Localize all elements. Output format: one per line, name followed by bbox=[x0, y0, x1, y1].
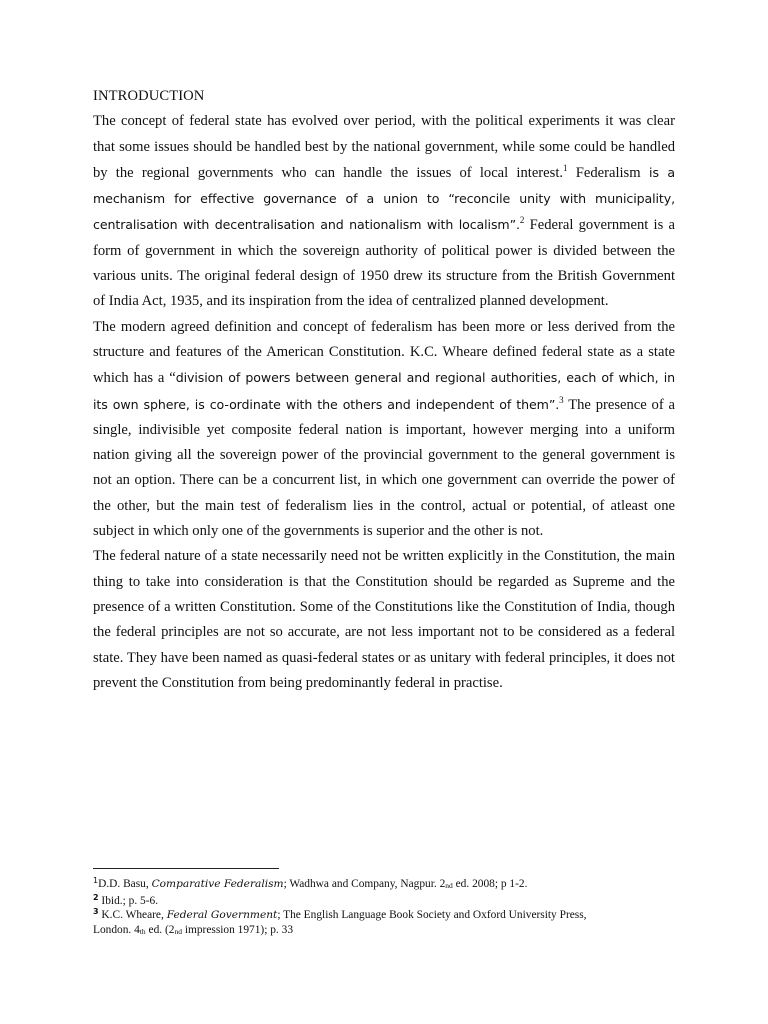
footnote-ref-1[interactable]: 1 bbox=[563, 162, 568, 173]
footnote-1-rest-b: ed. 2008; p 1-2. bbox=[452, 878, 528, 890]
footnote-3-ordinal-2: nd bbox=[174, 926, 182, 936]
paragraph-1-text-a: The concept of federal state has evolved over period, with the political experiments it was clear that some issues should be handled best by the national government, while some could be handled by the regional governments who can handle the issues of local interest. bbox=[93, 113, 675, 181]
paragraph-2-text-c: The presence of a single, indivisible yet composite federal nation is important, however merging into a uniform nation giving all the sovereign power of the provincial government to the general government is not an option. There can be a concurrent list, in which one government can override the power of the other, but the main test of federalism lies in the control, actual or potential, of atleast one subject in which only one of the governments is superior and the other is not. bbox=[93, 396, 675, 540]
footnote-3-rest-c: impression 1971); p. 33 bbox=[181, 923, 294, 936]
footnote-3-rest-b: ed. (2 bbox=[145, 923, 175, 936]
body-text bbox=[93, 84, 675, 696]
footnote-ref-3[interactable]: 3 bbox=[559, 394, 564, 405]
paragraph-1-text-d: Federal government is a form of government in which the sovereign authority of political power is divided between the various units. The original federal design of 1950 drew its structure from the British Government of India Act, 1935, and its inspiration from the idea of centralized planned development. bbox=[93, 217, 675, 310]
footnote-ref-2[interactable]: 2 bbox=[519, 215, 525, 226]
footnote-2-text: Ibid.; p. 5-6. bbox=[98, 894, 159, 907]
footnote-3-mark: 3 bbox=[93, 907, 99, 916]
footnote-3-title: Federal Government bbox=[166, 909, 278, 921]
footnote-1-title: Comparative Federalism bbox=[151, 878, 284, 890]
footnotes bbox=[93, 868, 613, 939]
footnote-2 bbox=[93, 894, 613, 909]
paragraph-1-text-b: Federalism bbox=[567, 164, 641, 181]
paragraph-3: The federal nature of a state necessarily need not be written explicitly in the Constitution, the main thing to take into consideration is that the Constitution should be regarded as Supreme and the presence of a written Constitution. Some of the Constitutions like the Constitution of India, though the federal principles are not so accurate, are not less important not to be considered as a federal state. They have been named as quasi-federal states or as unitary with federal principles, it does not prevent the Constitution from being predominantly federal in practise. bbox=[93, 548, 675, 691]
paragraph-1 bbox=[93, 109, 675, 314]
footnote-separator bbox=[93, 868, 279, 869]
footnote-1-ordinal: nd bbox=[445, 881, 453, 890]
paragraph-2-quote: division of powers between general and regional authorities, each of which, in its own sphere, is co-ordinate with the others and independent of them”. bbox=[93, 370, 676, 412]
footnote-1-mark: 1 bbox=[93, 876, 99, 885]
section-heading: INTRODUCTION bbox=[93, 88, 205, 104]
footnote-1-rest-a: ; Wadhwa and Company, Nagpur. 2 bbox=[283, 878, 446, 890]
footnote-3-ordinal: th bbox=[139, 926, 146, 936]
footnote-3-rest-a: ; The English Language Book Society and Oxford University Press, London. 4 bbox=[93, 909, 587, 936]
footnote-2-mark: 2 bbox=[93, 892, 99, 902]
paragraph-2 bbox=[93, 315, 675, 545]
paragraph-2-text-a: The modern agreed definition and concept of federalism has been more or less derived from the structure and features of the American Constitution. K.C. Wheare defined federal state as a state which has a “ bbox=[93, 318, 675, 387]
footnote-3 bbox=[93, 908, 613, 939]
footnote-3-author: K.C. Wheare, bbox=[98, 909, 167, 921]
footnote-1-author: D.D. Basu, bbox=[98, 878, 152, 890]
paragraph-1-quote: is a mechanism for effective governance of a union to “reconcile unity with municipality, centralisation with decentralisation and nationalism with localism”. bbox=[93, 164, 675, 233]
footnote-1 bbox=[93, 877, 613, 894]
